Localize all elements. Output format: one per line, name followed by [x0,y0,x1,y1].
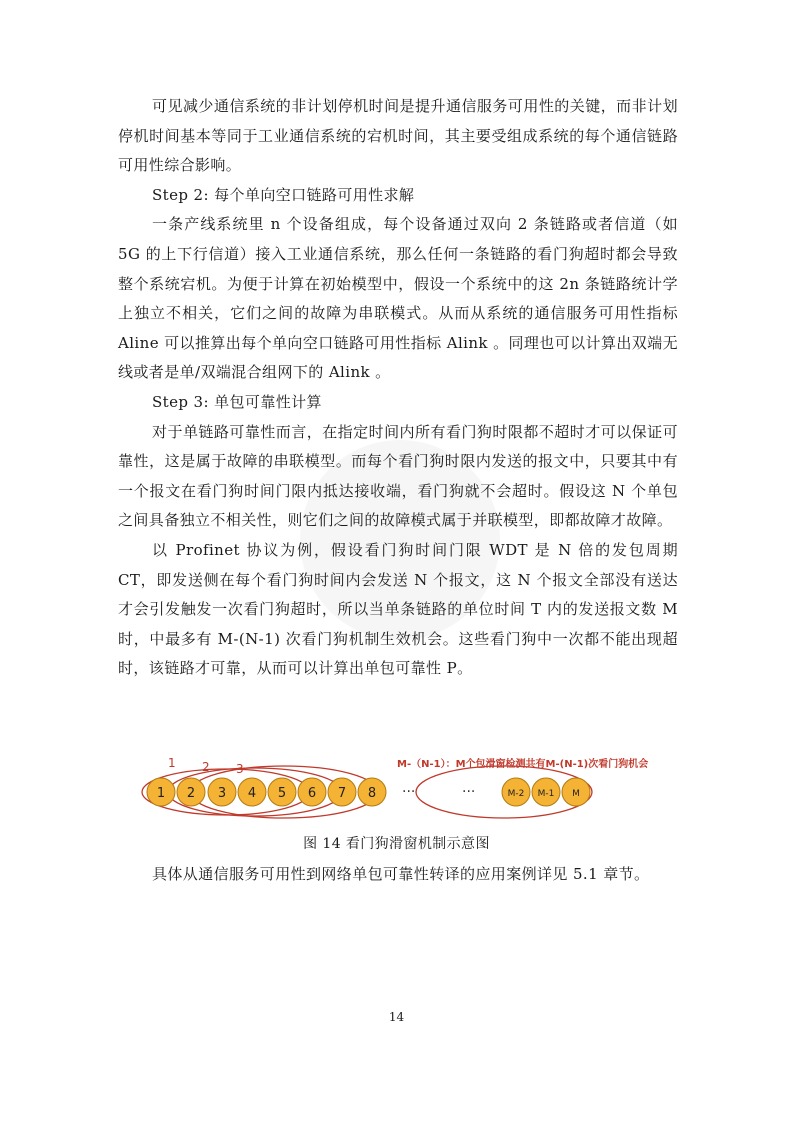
packet-label: 7 [337,786,347,801]
packet-label: M [572,789,580,799]
packet-label: 5 [277,786,287,801]
ellipsis: ··· [462,784,476,800]
packet-label: 3 [217,786,227,801]
window-label: 1 [168,756,176,770]
body-text [118,92,678,684]
packet-label: 2 [186,786,196,801]
paragraph: 以 Profinet 协议为例，假设看门狗时间门限 WDT 是 N 倍的发包周期 CT，即发送侧在每个看门狗时间内会发送 N 个报文，这 N 个报文全部没有送达才会引发触发一次看门狗超时，所以当单条链路的单位时间 T 内的发送报文数 M 时，中最多有 M-(N-1) 次看门狗机制生效机会。这些看门狗中一次都不能出现超时，该链路才可靠，从而可以计算出单包可靠性 P。 [118,540,678,678]
step-heading: Step 2: 每个单向空口链路可用性求解 [152,185,415,204]
watchdog-sliding-window-figure [140,753,660,825]
page-number: 14 [388,1010,405,1024]
window-label: 3 [236,762,244,776]
figure-note: M-（N-1）：M个包滑窗检测共有M-(N-1)次看门狗机会 [397,759,649,770]
packet-label: 6 [307,786,317,801]
packet-label: 4 [247,786,257,801]
step-heading: Step 3: 单包可靠性计算 [152,392,322,411]
figure-caption: 图 14 看门狗滑窗机制示意图 [303,836,490,852]
ellipsis: ··· [402,784,416,800]
packet-label: 8 [367,786,377,801]
paragraph: 对于单链路可靠性而言，在指定时间内所有看门狗时限都不超时才可以保证可靠性，这是属于故障的串联模型。而每个看门狗时限内发送的报文中，只要其中有一个报文在看门狗时间门限内抵达接收端，看门狗就不会超时。假设这 N 个单包之间具备独立不相关性，则它们之间的故障模式属于并联模型，即都故障才故障。 [118,422,678,530]
packet-label: M-1 [537,789,555,799]
body-text-after-figure [118,860,678,890]
packet-label: 1 [156,786,166,801]
paragraph: 一条产线系统里 n 个设备组成，每个设备通过双向 2 条链路或者信道（如 5G 的上下行信道）接入工业通信系统，那么任何一条链路的看门狗超时都会导致整个系统宕机。为便于计算在初始模型中，假设一个系统中的这 2n 条链路统计学上独立不相关，它们之间的故障为串联模式。从而从系统的通信服务可用性指标 Aline 可以推算出每个单向空口链路可用性指标 Alink 。同理也可以计算出双端无线或者是单/双端混合组网下的 Alink 。 [118,215,678,382]
paragraph: 可见减少通信系统的非计划停机时间是提升通信服务可用性的关键，而非计划停机时间基本等同于工业通信系统的宕机时间，其主要受组成系统的每个通信链路可用性综合影响。 [118,97,678,175]
packet-row [147,778,386,806]
paragraph: 具体从通信服务可用性到网络单包可靠性转译的应用案例详见 5.1 章节。 [152,865,650,883]
packet-label: M-2 [507,789,525,799]
window-label: 2 [202,760,210,774]
